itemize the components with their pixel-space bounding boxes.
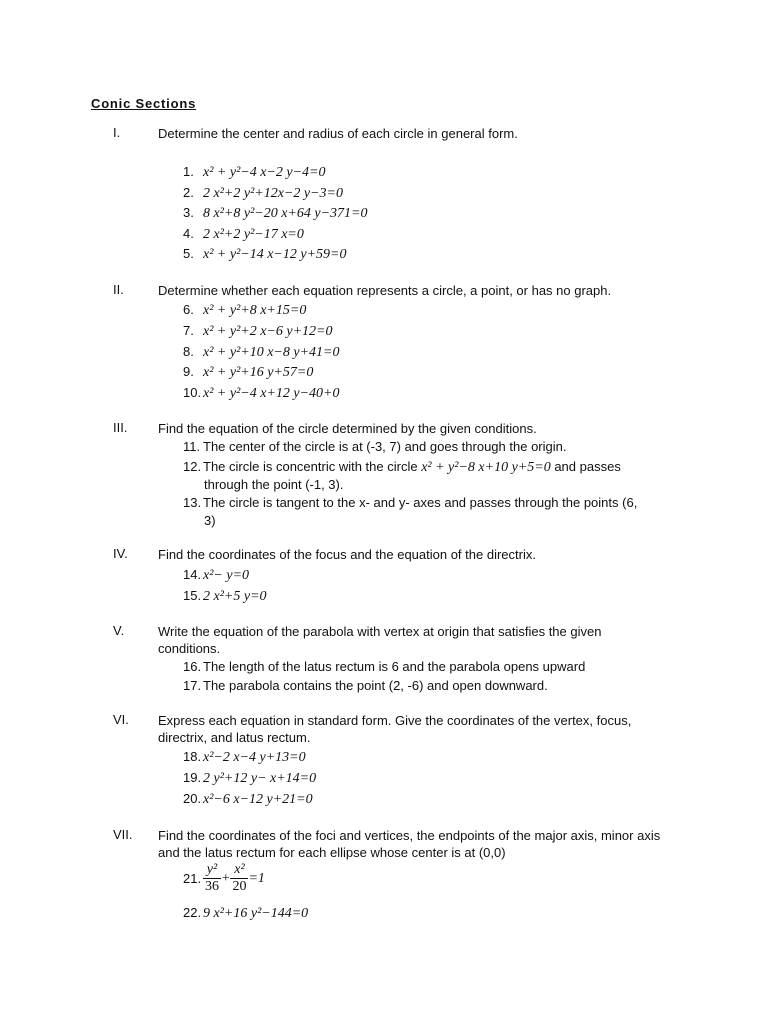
item-text: The center of the circle is at (-3, 7) and goes through the origin. xyxy=(203,439,567,454)
fraction-denominator: 36 xyxy=(205,879,219,894)
equation: x²−2 x−4 y+13=0 xyxy=(203,750,306,765)
equation: 2 x²+2 y²+12x−2 y−3=0 xyxy=(203,186,343,201)
list-item xyxy=(183,790,313,808)
list-item xyxy=(183,862,265,895)
plus-sign: + xyxy=(221,871,231,886)
list-item xyxy=(183,343,340,361)
item-number: 6. xyxy=(183,302,194,317)
item-number: 8. xyxy=(183,344,194,359)
item-number: 17. xyxy=(183,678,202,693)
item-number: 5. xyxy=(183,246,194,261)
item-number: 15. xyxy=(183,588,202,603)
item-number: 19. xyxy=(183,770,202,785)
list-item xyxy=(183,322,333,340)
item-number: 14. xyxy=(183,567,202,582)
equation: x² + y²+8 x+15=0 xyxy=(203,303,307,318)
section-numeral: III. xyxy=(113,420,128,435)
equation: 2 y²+12 y− x+14=0 xyxy=(203,771,317,786)
item-text: The length of the latus rectum is 6 and the parabola opens upward xyxy=(203,659,586,674)
item-number: 21. xyxy=(183,871,202,886)
fraction-numerator: x² xyxy=(230,862,248,879)
section-numeral: IV. xyxy=(113,546,128,561)
fraction-denominator: 20 xyxy=(232,879,247,894)
list-item xyxy=(183,384,340,402)
equation: x²−6 x−12 y+21=0 xyxy=(203,792,313,807)
section-numeral: VI. xyxy=(113,712,129,727)
section-instruction: Express each equation in standard form. Give the coordinates of the vertex, focus, directrix, and latus rectum. xyxy=(158,713,632,745)
equation: 2 x²+5 y=0 xyxy=(203,589,267,604)
section-numeral: II. xyxy=(113,282,124,297)
list-item xyxy=(183,184,343,202)
item-number: 11. xyxy=(183,439,201,454)
equation: x² + y²−4 x+12 y−40+0 xyxy=(203,386,340,401)
item-number: 13. xyxy=(183,495,202,510)
equation: x² + y²+16 y+57=0 xyxy=(203,365,314,380)
equation: x² + y²−14 x−12 y+59=0 xyxy=(203,247,347,262)
item-number: 3. xyxy=(183,205,194,220)
section-instruction: Find the coordinates of the focus and the equation of the directrix. xyxy=(158,547,536,562)
section-numeral: VII. xyxy=(113,827,133,842)
list-item xyxy=(183,363,313,381)
section-instruction: Determine whether each equation represents a circle, a point, or has no graph. xyxy=(158,283,612,298)
item-text-continuation: 3) xyxy=(204,513,216,528)
item-number: 22. xyxy=(183,905,202,920)
item-text: The parabola contains the point (2, -6) and open downward. xyxy=(203,678,548,693)
item-number: 18. xyxy=(183,749,202,764)
list-item xyxy=(183,245,347,263)
item-number: 20. xyxy=(183,791,202,806)
list-item xyxy=(183,301,306,319)
section-instruction: Find the coordinates of the foci and vertices, the endpoints of the major axis, minor axis and the latus rectum for each ellipse whose center is at (0,0) xyxy=(158,828,661,860)
item-text-continuation: through the point (-1, 3). xyxy=(204,477,344,492)
list-item xyxy=(183,458,621,476)
equation: x² + y²+2 x−6 y+12=0 xyxy=(203,324,333,339)
section-numeral: V. xyxy=(113,623,125,638)
list-item xyxy=(183,677,548,694)
list-item xyxy=(183,566,249,584)
equation: 8 x²+8 y²−20 x+64 y−371=0 xyxy=(203,206,368,221)
equation: x²− y=0 xyxy=(203,568,250,583)
list-item xyxy=(183,658,585,675)
list-item xyxy=(183,438,566,455)
list-item xyxy=(183,204,368,222)
equation-rhs: =1 xyxy=(248,871,265,886)
item-text: The circle is tangent to the x- and y- axes and passes through the points (6, xyxy=(203,495,638,510)
list-item xyxy=(183,163,326,181)
list-item xyxy=(183,769,316,787)
item-number: 16. xyxy=(183,659,202,674)
equation: x² + y²−8 x+10 y+5=0 xyxy=(421,460,551,475)
equation: x² + y²−4 x−2 y−4=0 xyxy=(203,165,326,180)
item-number: 2. xyxy=(183,185,194,200)
list-item xyxy=(183,225,304,243)
section-numeral: I. xyxy=(113,125,121,140)
item-number: 12. xyxy=(183,459,202,474)
item-number: 1. xyxy=(183,164,194,179)
list-item xyxy=(183,904,308,922)
section-instruction: Determine the center and radius of each circle in general form. xyxy=(158,126,518,141)
fraction-numerator: y² xyxy=(203,862,221,879)
fraction xyxy=(230,862,248,895)
item-number: 4. xyxy=(183,226,194,241)
item-number: 9. xyxy=(183,364,194,379)
list-item xyxy=(183,748,306,766)
item-number: 7. xyxy=(183,323,194,338)
section-instruction: Find the equation of the circle determined by the given conditions. xyxy=(158,421,537,436)
fraction xyxy=(203,862,221,895)
equation: x² + y²+10 x−8 y+41=0 xyxy=(203,345,340,360)
item-number: 10. xyxy=(183,385,202,400)
item-text: and passes xyxy=(554,459,621,474)
page-title: Conic Sections xyxy=(91,96,197,111)
equation: 2 x²+2 y²−17 x=0 xyxy=(203,227,304,242)
list-item xyxy=(183,587,267,605)
list-item xyxy=(183,494,637,511)
equation: 9 x²+16 y²−144=0 xyxy=(203,906,309,921)
section-instruction: Write the equation of the parabola with vertex at origin that satisfies the given conditions. xyxy=(158,624,602,656)
item-text: The circle is concentric with the circle xyxy=(203,459,418,474)
